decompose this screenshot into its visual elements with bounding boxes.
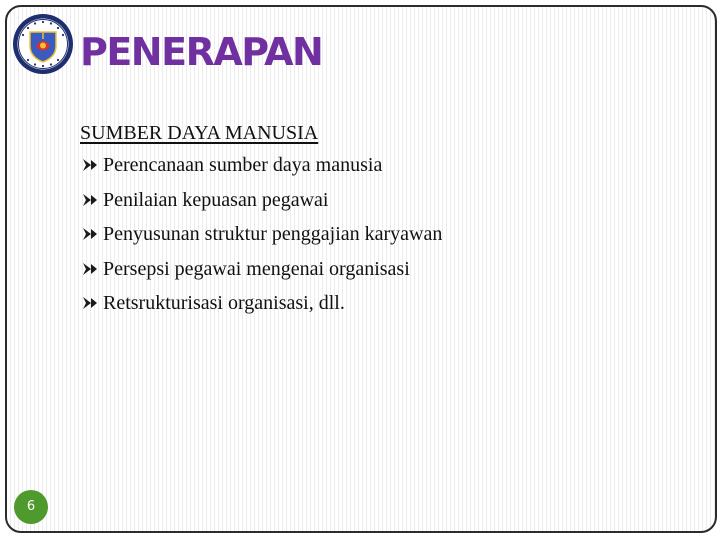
bullet-text: Persepsi pegawai mengenai organisasi bbox=[103, 257, 410, 280]
bullet-text: Retsrukturisasi organisasi, dll. bbox=[103, 292, 345, 314]
list-item bbox=[80, 183, 442, 218]
arrow-chevron-icon bbox=[80, 158, 102, 172]
arrow-chevron-icon bbox=[80, 296, 102, 310]
list-item bbox=[80, 148, 442, 183]
bullet-list bbox=[80, 148, 442, 321]
slide-content bbox=[80, 118, 442, 321]
page-number-badge: 6 bbox=[14, 490, 48, 524]
list-item bbox=[80, 252, 442, 287]
bullet-text: Penilaian kepuasan pegawai bbox=[103, 188, 329, 211]
list-item bbox=[80, 286, 442, 321]
slide-title: PENERAPAN bbox=[80, 30, 323, 74]
university-logo-icon bbox=[12, 13, 74, 75]
arrow-chevron-icon bbox=[80, 193, 102, 207]
section-heading: SUMBER DAYA MANUSIA bbox=[80, 122, 319, 144]
bullet-text: Penyusunan struktur penggajian karyawan bbox=[103, 223, 443, 245]
arrow-chevron-icon bbox=[80, 227, 102, 241]
arrow-chevron-icon bbox=[80, 262, 102, 276]
bullet-text: Perencanaan sumber daya manusia bbox=[103, 154, 383, 176]
list-item bbox=[80, 217, 442, 252]
